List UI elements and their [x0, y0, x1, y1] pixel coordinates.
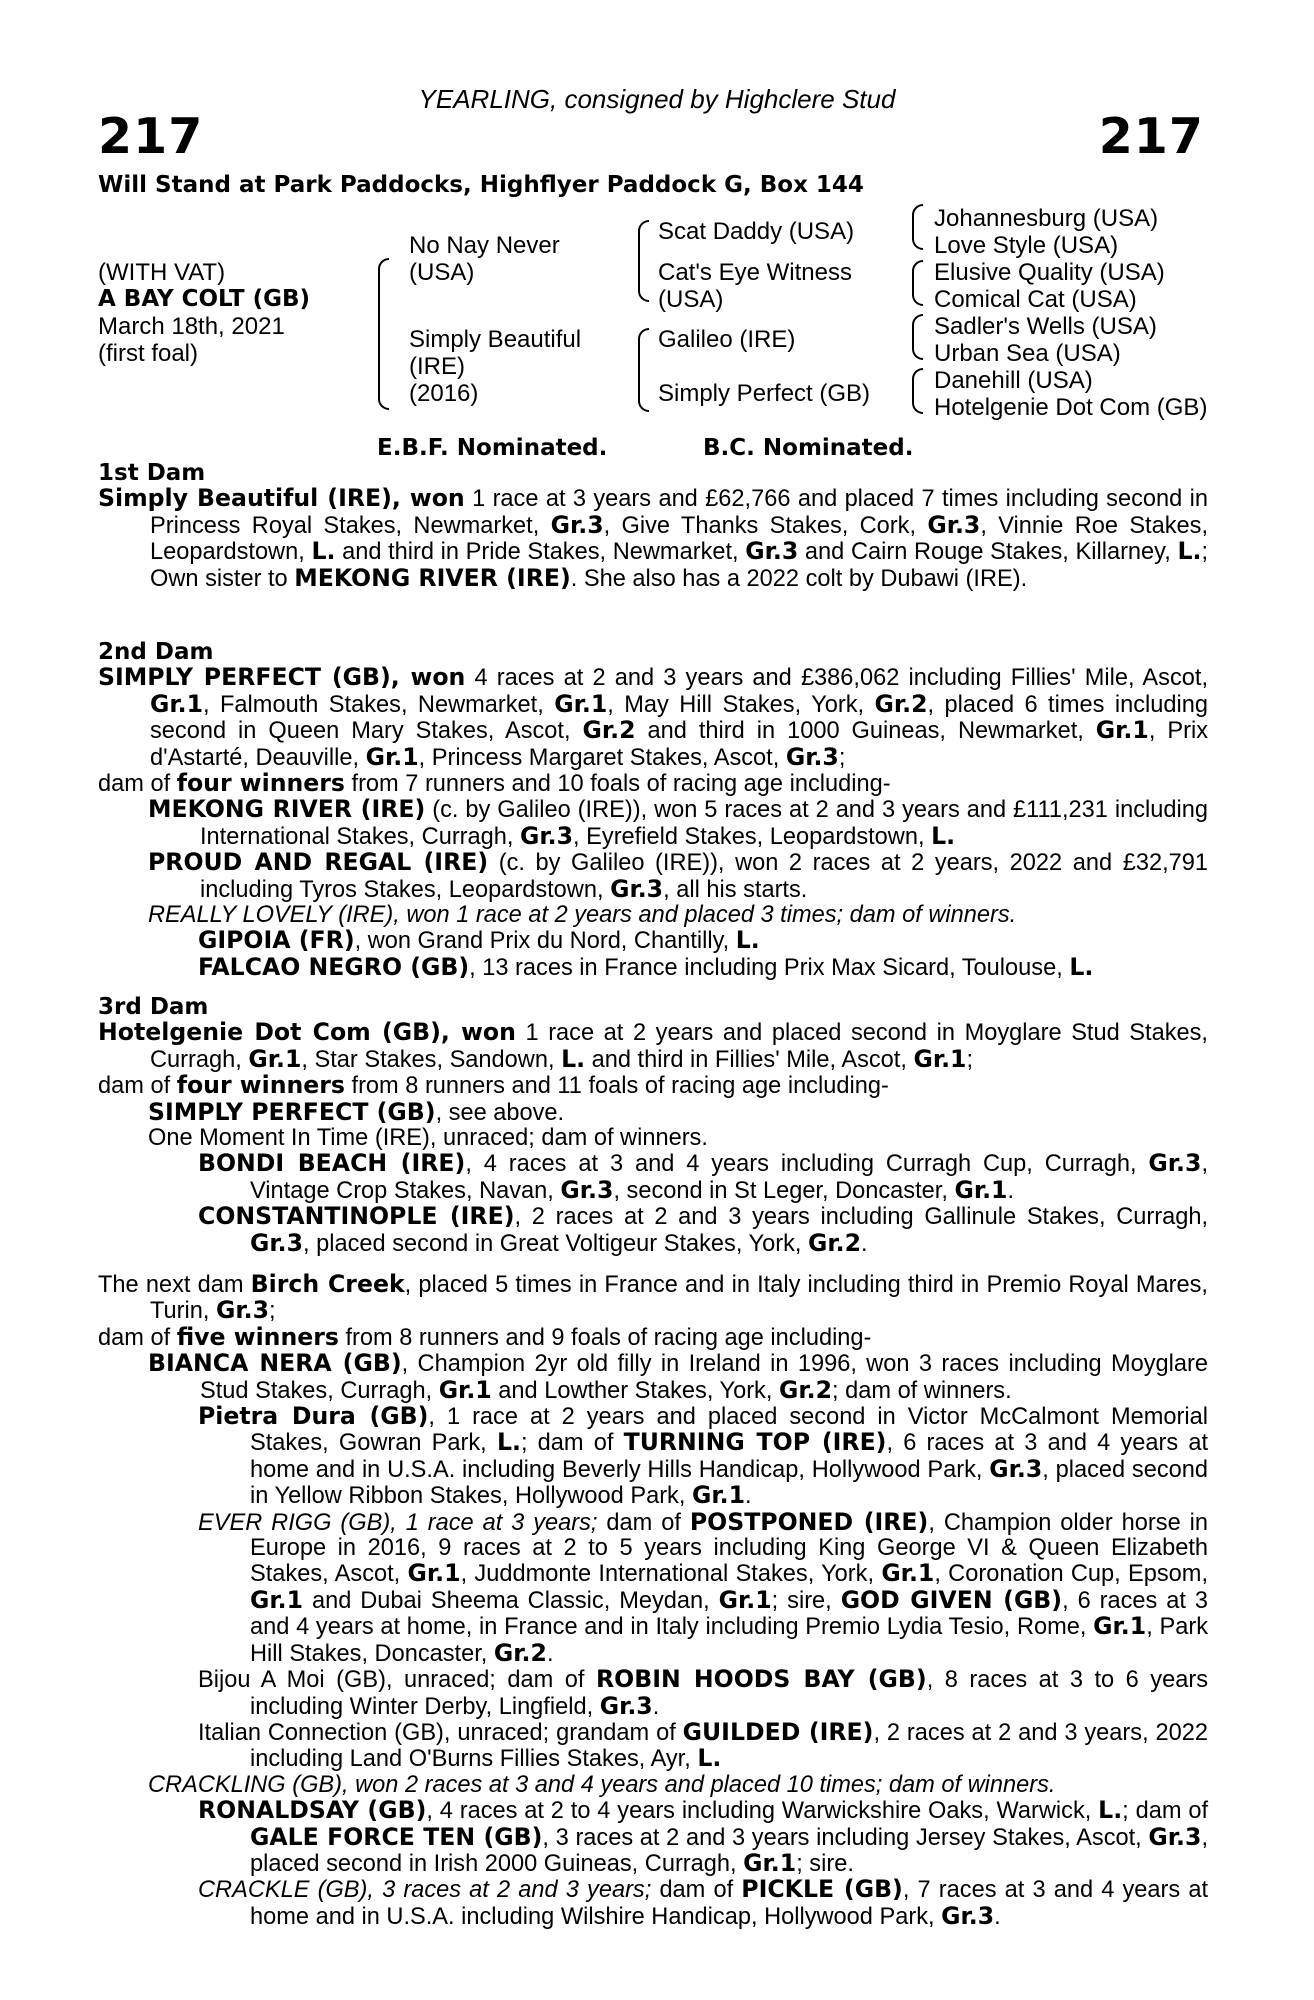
next-dam-section	[98, 1272, 1208, 1930]
horse-name: SIMPLY PERFECT (GB)	[148, 1097, 436, 1126]
record-text: ; dam of winners.	[832, 1377, 1012, 1404]
pedigree-brace	[912, 368, 923, 414]
winners-count: four winners	[176, 1071, 345, 1100]
record-text: , second in St Leger, Doncaster,	[613, 1177, 955, 1204]
grade: Gr.2	[778, 1375, 832, 1404]
grade: Gr.1	[365, 742, 419, 771]
record-text: (c. by Galileo (IRE)), won 5 races at 2 and 3 years and £111,231 including International Stakes, Curragh,	[200, 797, 1208, 850]
horse-note: (first foal)	[98, 340, 199, 367]
grade: Gr.1	[150, 689, 204, 718]
record-text: , 8 races at 3 to 6 years including Winter Derby, Lingfield,	[250, 1667, 1209, 1720]
record-text: (c. by Galileo (IRE)), won 2 races at 2 years, 2022 and £32,791 including Tyros Stakes, Leopardstown,	[200, 850, 1208, 903]
progeny-entry	[98, 1798, 1208, 1877]
grade: L.	[1098, 1796, 1123, 1825]
horse-name: GIPOIA (FR)	[198, 926, 355, 955]
dam-of-line	[98, 771, 1208, 797]
next-dam-record	[98, 1272, 1208, 1325]
winners-count: five winners	[176, 1322, 339, 1351]
record-text: dam of	[651, 1877, 742, 1904]
record-text: and Cairn Rouge Stakes, Killarney,	[798, 539, 1178, 566]
progeny-entry	[98, 1507, 1209, 1667]
sire-line2: (USA)	[409, 259, 475, 286]
record-text: and Lowther Stakes, York,	[491, 1377, 779, 1404]
record-text: , Princess Margaret Stakes, Ascot,	[418, 744, 786, 771]
dam-line1: Simply Beautiful	[409, 326, 582, 353]
grade: L.	[697, 1744, 722, 1773]
dam-sire: Galileo (IRE)	[658, 326, 796, 353]
ebf-nomination: E.B.F. Nominated.	[377, 435, 608, 461]
dam-of-line	[98, 1073, 1208, 1099]
record-text: , Champion older horse in Europe in 2016, 9 races at 2 to 5 years including King George VI & Queen Elizabeth Stakes, Ascot,	[250, 1509, 1208, 1588]
record-text: ; sire,	[771, 1587, 841, 1614]
record-text: , placed second in Great Voltigeur Stakes, York,	[303, 1230, 808, 1257]
bc-nomination: B.C. Nominated.	[703, 435, 914, 461]
second-dam-section	[98, 640, 1208, 981]
grade: L.	[931, 821, 956, 850]
pedigree-brace	[912, 204, 923, 250]
grade: Gr.3	[989, 1454, 1043, 1483]
record-text: , Give Thanks Stakes, Cork,	[603, 512, 928, 539]
first-dam-record	[98, 486, 1208, 592]
stand-location: Will Stand at Park Paddocks, Highflyer Paddock G, Box 144	[98, 172, 864, 198]
grade: Gr.3	[927, 510, 981, 539]
grade: Gr.1	[691, 1481, 745, 1510]
record-text: from 8 runners and 9 foals of racing age including-	[338, 1324, 872, 1351]
horse-name: Pietra Dura (GB)	[198, 1402, 429, 1431]
grade: L.	[311, 537, 336, 566]
pedigree-brace	[378, 258, 389, 410]
grade: Gr.3	[550, 510, 604, 539]
record-text: , Star Stakes, Sandown,	[301, 1046, 562, 1073]
third-dam-record	[98, 1020, 1208, 1073]
grade: Gr.3	[1148, 1822, 1202, 1851]
record-text: from 8 runners and 11 foals of racing age including-	[344, 1073, 889, 1100]
progeny-entry	[98, 1877, 1208, 1930]
vat-note: (WITH VAT)	[98, 259, 226, 286]
record-text: ;	[269, 1298, 276, 1325]
grade: L.	[561, 1044, 586, 1073]
horse-name: PROUD AND REGAL (IRE)	[148, 848, 489, 877]
record-text: , 2 races at 2 and 3 years including Gallinule Stakes, Curragh,	[514, 1204, 1209, 1231]
record-text: and third in Pride Stakes, Newmarket,	[335, 539, 746, 566]
first-dam-section	[98, 461, 1208, 592]
record-text: , Falmouth Stakes, Newmarket,	[203, 691, 555, 718]
lot-number-right: 217	[1098, 108, 1204, 165]
sire-dam-line2: (USA)	[658, 286, 724, 313]
record-text: , Eyrefield Stakes, Leopardstown,	[573, 823, 932, 850]
progeny-entry	[98, 1351, 1208, 1404]
record-text: , won Grand Prix du Nord, Chantilly,	[354, 928, 736, 955]
ped-dss: Sadler's Wells (USA)	[934, 313, 1157, 340]
pedigree-brace	[638, 328, 649, 412]
grade: L.	[1069, 952, 1094, 981]
record-text: , 1 race at 2 years and placed second in Victor McCalmont Memorial Stakes, Gowran Park,	[250, 1404, 1208, 1457]
grade: Gr.3	[745, 537, 799, 566]
horse-name: ROBIN HOODS BAY (GB)	[596, 1665, 927, 1694]
horse-name: MEKONG RIVER (IRE)	[294, 563, 571, 592]
progeny-entry	[98, 928, 1208, 954]
record-text: , see above.	[435, 1099, 565, 1126]
record-text: and third in 1000 Guineas, Newmarket,	[635, 718, 1096, 745]
horse-name: BONDI BEACH (IRE)	[198, 1149, 466, 1178]
pedigree-brace	[638, 220, 649, 302]
record-text: from 7 runners and 10 foals of racing age including-	[344, 771, 891, 798]
consignment-line: YEARLING, consigned by Highclere Stud	[418, 84, 896, 114]
ped-sds: Elusive Quality (USA)	[934, 259, 1165, 286]
record-text: ;	[966, 1046, 974, 1073]
grade: Gr.3	[216, 1296, 270, 1325]
horse-name: BIANCA NERA (GB)	[148, 1349, 402, 1378]
dam-name: Simply Beautiful (IRE), won	[98, 484, 465, 513]
horse-name: GUILDED (IRE)	[682, 1717, 874, 1746]
record-text: , Vinnie Roe Stakes, Leopardstown,	[150, 512, 1208, 566]
section-heading: 2nd Dam	[98, 639, 214, 665]
record-text: Italian Connection (GB), unraced; grandam of	[198, 1719, 683, 1746]
record-text: dam of	[98, 1324, 177, 1351]
record-text: dam of	[597, 1509, 690, 1536]
grade: L.	[1177, 537, 1202, 566]
record-text: , 3 races at 2 and 3 years including Jersey Stakes, Ascot,	[542, 1824, 1149, 1851]
pedigree-brace	[912, 314, 923, 360]
sire-sire: Scat Daddy (USA)	[658, 218, 855, 245]
horse-name: CONSTANTINOPLE (IRE)	[198, 1202, 515, 1231]
grade: Gr.3	[610, 874, 664, 903]
progeny-entry	[98, 1204, 1208, 1257]
grade: Gr.2	[582, 716, 636, 745]
grade: Gr.3	[599, 1691, 653, 1720]
third-dam-section	[98, 995, 1208, 1257]
ped-dsd: Urban Sea (USA)	[934, 340, 1121, 367]
record-text: , Park Hill Stakes, Doncaster,	[250, 1614, 1208, 1667]
grade: Gr.1	[1095, 716, 1149, 745]
grade: Gr.1	[954, 1175, 1008, 1204]
progeny-entry	[98, 1151, 1208, 1204]
pedigree-brace	[912, 260, 923, 306]
record-text: dam of	[98, 771, 177, 798]
record-text: , May Hill Stakes, York,	[607, 691, 875, 718]
horse-name: FALCAO NEGRO (GB)	[198, 952, 470, 981]
horse-name: MEKONG RIVER (IRE)	[148, 795, 426, 824]
record-text: , Juddmonte International Stakes, York,	[460, 1561, 882, 1588]
record-text: , 13 races in France including Prix Max Sicard, Toulouse,	[469, 954, 1070, 981]
dam-dam: Simply Perfect (GB)	[658, 380, 871, 407]
grade: Gr.1	[718, 1585, 772, 1614]
grade: Gr.1	[438, 1375, 492, 1404]
record-text: .	[546, 1640, 554, 1667]
record-text: , placed 6 times including second in Queen Mary Stakes, Ascot,	[150, 691, 1208, 745]
dam-line3: (2016)	[409, 380, 479, 407]
record-text: , 4 races at 3 and 4 years including Curragh Cup, Curragh,	[465, 1151, 1149, 1178]
record-text: dam of	[98, 1073, 177, 1100]
record-text: ; Own sister to	[150, 539, 1208, 592]
record-text: , placed 5 times in France and in Italy including third in Premio Royal Mares, Turin,	[150, 1272, 1208, 1325]
sire-dam-line1: Cat's Eye Witness	[658, 259, 852, 286]
horse-name: RONALDSAY (GB)	[198, 1796, 427, 1825]
record-text: Bijou A Moi (GB), unraced; dam of	[198, 1667, 596, 1694]
horse-name: EVER RIGG (GB), 1 race at 3 years;	[198, 1509, 598, 1536]
dam-name: SIMPLY PERFECT (GB), won	[98, 663, 466, 692]
dam-line2: (IRE)	[409, 353, 465, 380]
ped-sss: Johannesburg (USA)	[934, 205, 1159, 232]
record-text: , 6 races at 3 and 4 years at home, in France and in Italy including Premio Lydia Tesio, Rome,	[250, 1587, 1208, 1641]
ped-ddd: Hotelgenie Dot Com (GB)	[934, 394, 1208, 421]
winners-count: four winners	[176, 769, 345, 798]
record-text: , Prix d'Astarté, Deauville,	[150, 718, 1208, 771]
horse-name: POSTPONED (IRE)	[689, 1507, 929, 1536]
grade: Gr.1	[248, 1044, 302, 1073]
horse-name: GOD GIVEN (GB)	[840, 1585, 1063, 1614]
record-text: .	[745, 1483, 752, 1510]
record-text: ; dam of	[1122, 1798, 1209, 1825]
record-text: . She also has a 2022 colt by Dubawi (IRE).	[570, 565, 1028, 592]
progeny-entry	[98, 1717, 1209, 1773]
grade: Gr.3	[560, 1175, 614, 1204]
dam-name: Hotelgenie Dot Com (GB), won	[98, 1018, 516, 1047]
record-text: 1 race at 3 years and £62,766 and placed 7 times including second in Princess Royal Stakes, Newmarket,	[150, 486, 1208, 539]
record-text: and third in Fillies' Mile, Ascot,	[585, 1046, 914, 1073]
grade: L.	[735, 926, 760, 955]
record-text: The next dam	[98, 1272, 251, 1298]
sire-line1: No Nay Never	[409, 232, 560, 259]
record-text: 1 race at 2 years and placed second in Moyglare Stud Stakes, Curragh,	[150, 1020, 1208, 1073]
ped-ssd: Love Style (USA)	[934, 232, 1119, 259]
record-text: , Champion 2yr old filly in Ireland in 1996, won 3 races including Moyglare Stud Stakes, Curragh,	[200, 1351, 1208, 1404]
record-text: .	[994, 1903, 1001, 1930]
record-text: 4 races at 2 and 3 years and £386,062 including Fillies' Mile, Ascot,	[465, 665, 1208, 692]
progeny-entry	[98, 1404, 1208, 1510]
record-text: , 7 races at 3 and 4 years at home and in U.S.A. including Wilshire Handicap, Hollywood Park,	[250, 1877, 1208, 1930]
record-text: .	[861, 1230, 868, 1257]
grade: Gr.2	[874, 689, 928, 718]
record-text: , 4 races at 2 to 4 years including Warwickshire Oaks, Warwick,	[426, 1798, 1099, 1825]
grade: Gr.3	[1148, 1149, 1202, 1178]
record-text: .	[1007, 1177, 1015, 1204]
horse-name: GALE FORCE TEN (GB)	[250, 1822, 543, 1851]
record-text: , Coronation Cup, Epsom,	[934, 1561, 1209, 1588]
section-heading: 3rd Dam	[98, 994, 209, 1020]
progeny-entry	[98, 1667, 1208, 1720]
record-text: .	[652, 1693, 660, 1720]
lot-number-left: 217	[98, 108, 204, 165]
grade: Gr.1	[913, 1044, 967, 1073]
horse-name: A BAY COLT (GB)	[98, 286, 311, 312]
record-text: ; dam of	[520, 1430, 624, 1457]
grade: Gr.2	[493, 1638, 547, 1667]
grade: Gr.1	[250, 1585, 304, 1614]
dam-name: Birch Creek	[250, 1270, 405, 1298]
grade: Gr.1	[881, 1559, 935, 1588]
second-dam-record	[98, 665, 1208, 771]
progeny-entry: REALLY LOVELY (IRE), won 1 race at 2 years and placed 3 times; dam of winners.	[148, 902, 1017, 929]
horse-name: CRACKLE (GB), 3 races at 2 and 3 years;	[198, 1877, 652, 1904]
record-text: , 6 races at 3 and 4 years at home and in U.S.A. including Beverly Hills Handicap, Hollywood Park,	[250, 1430, 1209, 1483]
horse-name: PICKLE (GB)	[741, 1875, 903, 1904]
section-heading: 1st Dam	[98, 460, 206, 486]
progeny-entry	[98, 797, 1208, 850]
record-text: , 2 races at 2 and 3 years, 2022 including Land O'Burns Fillies Stakes, Ayr,	[250, 1719, 1209, 1773]
record-text: , Vintage Crop Stakes, Navan,	[250, 1151, 1208, 1204]
record-text: ; sire.	[796, 1850, 854, 1877]
ped-sdd: Comical Cat (USA)	[934, 286, 1137, 313]
record-text: , placed second in Irish 2000 Guineas, Curragh,	[250, 1824, 1208, 1877]
horse-name: TURNING TOP (IRE)	[623, 1428, 887, 1457]
horse-dob: March 18th, 2021	[98, 313, 285, 340]
grade: Gr.3	[941, 1901, 995, 1930]
progeny-entry: One Moment In Time (IRE), unraced; dam of winners.	[148, 1125, 708, 1152]
grade: Gr.3	[520, 821, 574, 850]
record-text: , placed second in Yellow Ribbon Stakes, Hollywood Park,	[250, 1456, 1208, 1510]
grade: Gr.3	[250, 1228, 304, 1257]
grade: L.	[496, 1428, 521, 1457]
grade: Gr.2	[807, 1228, 862, 1257]
grade: Gr.1	[743, 1848, 797, 1877]
progeny-entry	[98, 1097, 1208, 1126]
ped-dds: Danehill (USA)	[934, 367, 1093, 394]
progeny-entry	[98, 850, 1208, 903]
dam-of-line	[98, 1322, 1208, 1351]
grade: Gr.1	[1093, 1612, 1147, 1641]
record-text: , all his starts.	[663, 876, 808, 903]
record-text: ;	[838, 744, 846, 771]
progeny-entry: CRACKLING (GB), won 2 races at 3 and 4 years and placed 10 times; dam of winners.	[148, 1771, 1056, 1798]
progeny-entry	[98, 952, 1208, 981]
grade: Gr.1	[554, 689, 608, 718]
grade: Gr.1	[407, 1559, 461, 1588]
grade: Gr.3	[785, 742, 839, 771]
record-text: and Dubai Sheema Classic, Meydan,	[303, 1587, 719, 1614]
